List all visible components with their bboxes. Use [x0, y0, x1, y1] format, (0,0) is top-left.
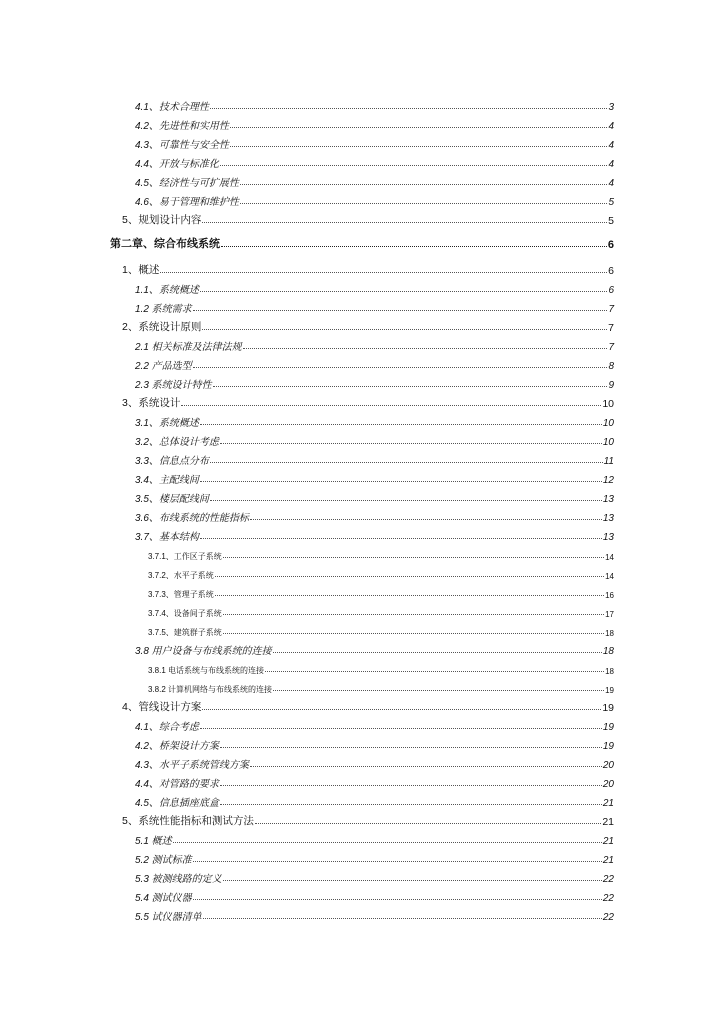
toc-entry-title: 3.7.4、设备间子系统 [148, 609, 222, 618]
toc-entry[interactable] [135, 848, 614, 866]
dot-leader [230, 127, 608, 128]
toc-entry-title: 1.1、系统概述 [135, 285, 199, 296]
toc-entry-page: 19 [602, 722, 614, 733]
toc-entry[interactable] [135, 95, 614, 113]
toc-entry-page: 4 [608, 121, 614, 132]
toc-entry[interactable] [135, 525, 614, 543]
toc-entry-page: 20 [602, 779, 614, 790]
toc-entry-page: 19 [602, 741, 614, 752]
toc-entry[interactable] [135, 335, 614, 353]
dot-leader [200, 538, 602, 539]
dot-leader [213, 386, 608, 387]
toc-entry-title: 2.2 产品选型 [135, 361, 192, 372]
toc-entry-page: 13 [602, 532, 614, 543]
toc-entry[interactable] [135, 886, 614, 904]
toc-entry[interactable] [148, 544, 614, 562]
toc-entry-title: 1.2 系统需求 [135, 304, 192, 315]
dot-leader [250, 766, 602, 767]
toc-entry-title: 4、管线设计方案 [122, 701, 202, 713]
toc-chapter-entry[interactable] [110, 233, 614, 251]
dot-leader [223, 614, 604, 615]
toc-entry[interactable] [135, 152, 614, 170]
dot-leader [273, 652, 602, 653]
toc-entry-title: 3.6、布线系统的性能指标 [135, 513, 249, 524]
dot-leader [240, 203, 608, 204]
dot-leader [210, 500, 602, 501]
toc-entry[interactable] [135, 715, 614, 733]
toc-entry-title: 3.4、主配线间 [135, 475, 199, 486]
dot-leader [240, 184, 608, 185]
toc-entry[interactable] [135, 190, 614, 208]
toc-entry-page: 7 [608, 342, 614, 353]
dot-leader [202, 709, 601, 710]
toc-entry-page: 19 [605, 686, 614, 695]
toc-entry-page: 11 [603, 456, 614, 467]
toc-entry-page: 18 [602, 646, 614, 657]
toc-entry-title: 4.2、桥架设计方案 [135, 741, 219, 752]
toc-entry-page: 18 [605, 667, 614, 676]
toc-entry[interactable] [122, 696, 614, 714]
toc-entry-page: 21 [602, 855, 614, 866]
dot-leader [215, 576, 604, 577]
toc-entry-page: 19 [602, 702, 614, 714]
toc-entry-page: 4 [608, 178, 614, 189]
dot-leader [210, 108, 608, 109]
toc-entry-page: 4 [608, 140, 614, 151]
toc-entry[interactable] [135, 772, 614, 790]
dot-leader [230, 146, 608, 147]
toc-entry[interactable] [135, 867, 614, 885]
toc-entry-page: 18 [605, 629, 614, 638]
toc-entry-title: 3、系统设计 [122, 397, 181, 409]
dot-leader [250, 519, 602, 520]
toc-entry-page: 13 [602, 513, 614, 524]
toc-entry-page: 22 [602, 893, 614, 904]
dot-leader [223, 633, 604, 634]
dot-leader [193, 310, 608, 311]
toc-entry-page: 10 [602, 398, 614, 410]
toc-entry-page: 13 [602, 494, 614, 505]
toc-entry-title: 5.3 被测线路的定义 [135, 874, 222, 885]
toc-entry-title: 3.7.2、水平子系统 [148, 571, 214, 580]
toc-entry-page: 10 [602, 437, 614, 448]
toc-entry[interactable] [135, 354, 614, 372]
toc-entry[interactable] [135, 734, 614, 752]
toc-entry-title: 4.5、信息插座底盒 [135, 798, 219, 809]
dot-leader [273, 690, 604, 691]
toc-entry-title: 2.1 相关标准及法律法规 [135, 342, 242, 353]
toc-entry[interactable] [135, 373, 614, 391]
toc-entry[interactable] [135, 753, 614, 771]
dot-leader [202, 329, 607, 330]
toc-entry-title: 3.7.3、管理子系统 [148, 590, 214, 599]
toc-entry-page: 3 [608, 102, 614, 113]
toc-entry-title: 2.3 系统设计特性 [135, 380, 212, 391]
toc-entry-page: 21 [602, 798, 614, 809]
dot-leader [255, 823, 601, 824]
toc-entry-page: 6 [608, 265, 614, 277]
toc-entry-title: 5.5 试仪器清单 [135, 912, 202, 923]
toc-entry-title: 4.6、易于管理和维护性 [135, 197, 239, 208]
toc-entry[interactable] [148, 582, 614, 600]
toc-entry-page: 22 [602, 874, 614, 885]
dot-leader [200, 291, 608, 292]
dot-leader [200, 728, 602, 729]
dot-leader [202, 222, 607, 223]
toc-entry[interactable] [135, 905, 614, 923]
dot-leader [181, 405, 601, 406]
toc-entry[interactable] [122, 316, 614, 334]
dot-leader [193, 367, 608, 368]
toc-entry-title: 3.3、信息点分布 [135, 456, 209, 467]
toc-entry-title: 4.4、对管路的要求 [135, 779, 219, 790]
toc-entry[interactable] [135, 133, 614, 151]
toc-entry-page: 17 [605, 610, 614, 619]
toc-entry[interactable] [148, 620, 614, 638]
dot-leader [193, 861, 602, 862]
toc-entry-page: 7 [608, 304, 614, 315]
toc-entry[interactable] [135, 639, 614, 657]
toc-entry-title: 4.5、经济性与可扩展性 [135, 178, 239, 189]
toc-entry-title: 3.8.1 电话系统与布线系统的连接 [148, 666, 265, 675]
toc-entry-title: 第二章、综合布线系统 [110, 238, 220, 250]
toc-entry-title: 5、规划设计内容 [122, 214, 202, 226]
toc-entry-page: 14 [605, 553, 614, 562]
toc-entry-title: 2、系统设计原则 [122, 321, 202, 333]
toc-entry[interactable] [135, 171, 614, 189]
toc-entry[interactable] [135, 297, 614, 315]
toc-entry[interactable] [122, 209, 614, 227]
dot-leader [200, 481, 602, 482]
dot-leader [173, 842, 602, 843]
toc-entry[interactable] [135, 791, 614, 809]
toc-entry-title: 3.8 用户设备与布线系统的连接 [135, 646, 272, 657]
toc-entry-title: 1、概述 [122, 264, 160, 276]
toc-entry[interactable] [135, 487, 614, 505]
toc-entry-page: 22 [602, 912, 614, 923]
toc-entry-title: 4.4、开放与标准化 [135, 159, 219, 170]
toc-entry-title: 5.1 概述 [135, 836, 172, 847]
toc-entry-page: 14 [605, 572, 614, 581]
toc-entry-page: 21 [602, 836, 614, 847]
toc-entry-page: 8 [608, 361, 614, 372]
dot-leader [223, 557, 604, 558]
dot-leader [220, 443, 602, 444]
toc-entry-title: 3.2、总体设计考虑 [135, 437, 219, 448]
dot-leader [210, 462, 603, 463]
toc-entry-page: 12 [602, 475, 614, 486]
dot-leader [193, 899, 602, 900]
toc-entry-title: 4.2、先进性和实用性 [135, 121, 229, 132]
dot-leader [223, 880, 602, 881]
toc-entry-page: 6 [608, 285, 614, 296]
toc-entry-title: 5.4 测试仪器 [135, 893, 192, 904]
toc-entry-title: 5.2 测试标准 [135, 855, 192, 866]
toc-entry-page: 6 [607, 239, 614, 251]
dot-leader [265, 671, 604, 672]
dot-leader [160, 272, 607, 273]
toc-entry-page: 21 [602, 816, 614, 828]
dot-leader [200, 424, 602, 425]
toc-entry-title: 3.5、楼层配线间 [135, 494, 209, 505]
toc-entry-page: 5 [608, 215, 614, 227]
toc-entry-page: 7 [608, 322, 614, 334]
toc-entry[interactable] [135, 411, 614, 429]
toc-entry-page: 10 [602, 418, 614, 429]
toc-entry-title: 3.7.5、建筑群子系统 [148, 628, 222, 637]
toc-entry[interactable] [122, 810, 614, 828]
toc-entry-title: 3.7、基本结构 [135, 532, 199, 543]
dot-leader [220, 747, 602, 748]
toc-entry-page: 4 [608, 159, 614, 170]
toc-entry-title: 4.3、可靠性与安全性 [135, 140, 229, 151]
toc-entry[interactable] [122, 392, 614, 410]
toc-entry[interactable] [122, 259, 614, 277]
dot-leader [220, 804, 602, 805]
toc-entry-title: 3.7.1、工作区子系统 [148, 552, 222, 561]
toc-entry[interactable] [148, 677, 614, 695]
dot-leader [220, 165, 608, 166]
toc-entry-page: 16 [605, 591, 614, 600]
toc-entry-page: 20 [602, 760, 614, 771]
toc-entry[interactable] [135, 278, 614, 296]
toc-entry-page: 5 [608, 197, 614, 208]
toc-entry-title: 5、系统性能指标和测试方法 [122, 815, 254, 827]
toc-entry-title: 3.8.2 计算机网络与布线系统的连接 [148, 685, 273, 694]
dot-leader [220, 785, 602, 786]
toc-entry-page: 9 [608, 380, 614, 391]
toc-entry-title: 3.1、系统概述 [135, 418, 199, 429]
toc-entry[interactable] [135, 506, 614, 524]
toc-entry[interactable] [148, 658, 614, 676]
dot-leader [203, 918, 602, 919]
toc-entry[interactable] [135, 449, 614, 467]
toc-entry[interactable] [148, 563, 614, 581]
toc-entry-title: 4.3、水平子系统管线方案 [135, 760, 249, 771]
toc-entry[interactable] [148, 601, 614, 619]
dot-leader [221, 246, 607, 247]
toc-entry-title: 4.1、综合考虑 [135, 722, 199, 733]
toc-entry-title: 4.1、技术合理性 [135, 102, 209, 113]
toc-entry[interactable] [135, 468, 614, 486]
toc-entry[interactable] [135, 430, 614, 448]
dot-leader [215, 595, 604, 596]
toc-entry[interactable] [135, 829, 614, 847]
toc-entry[interactable] [135, 114, 614, 132]
dot-leader [243, 348, 608, 349]
